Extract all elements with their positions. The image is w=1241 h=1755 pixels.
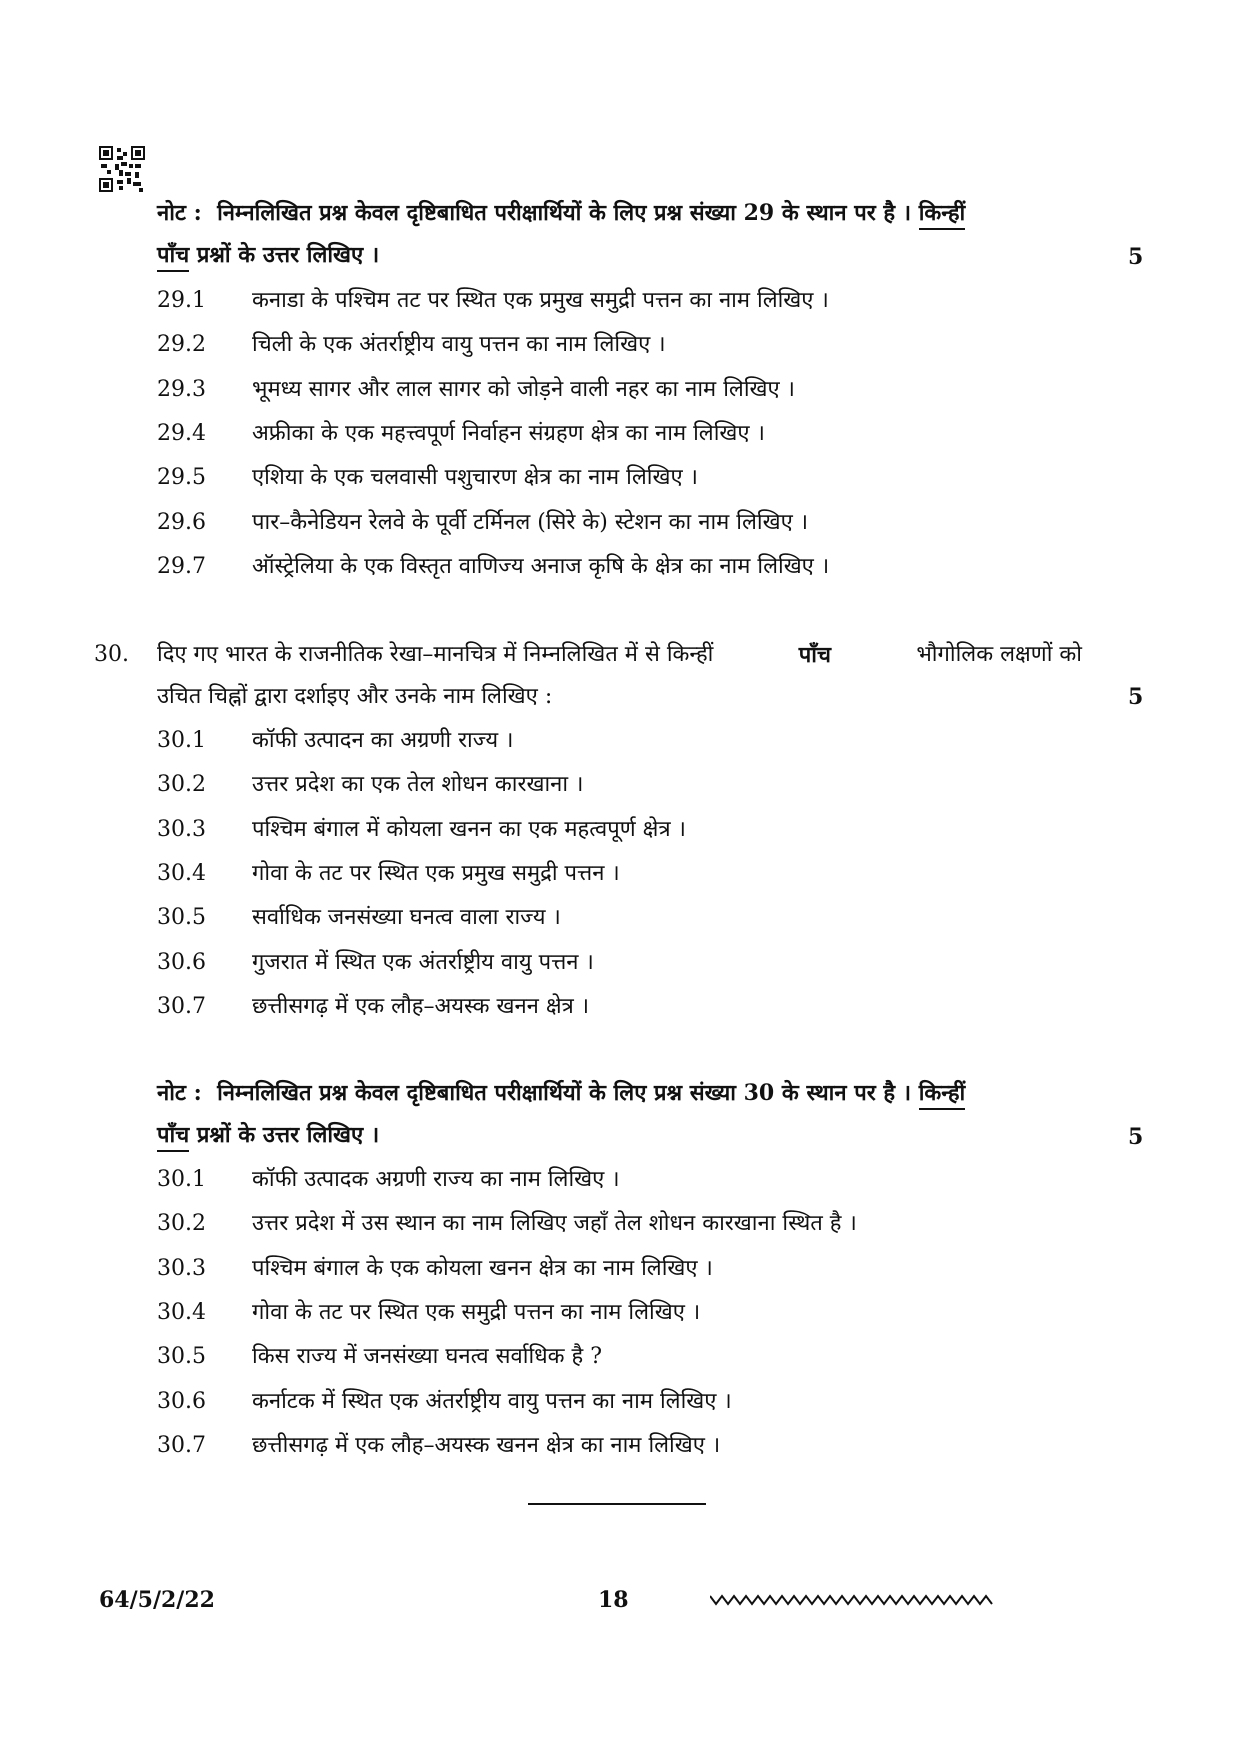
note1-underlined-a: किन्हीं [919, 200, 966, 230]
question-item-text: पश्चिम बंगाल के एक कोयला खनन क्षेत्र का नाम लिखिए । [252, 1255, 713, 1281]
question-item-text: ऑस्ट्रेलिया के एक विस्तृत वाणिज्य अनाज कृषि के क्षेत्र का नाम लिखिए । [252, 553, 830, 579]
question-item-text: एशिया के एक चलवासी पशुचारण क्षेत्र का नाम लिखिए । [252, 465, 698, 491]
question-item-number: 30.5 [157, 905, 206, 931]
question-item [157, 463, 698, 493]
note1-prefix: नोट : [157, 200, 202, 226]
question-item-number: 30.4 [157, 1299, 206, 1325]
q30-marks: 5 [1128, 684, 1144, 710]
question-item-text: कर्नाटक में स्थित एक अंतर्राष्ट्रीय वायु पत्तन का नाम लिखिए । [252, 1388, 732, 1414]
question-item-text: किस राज्य में जनसंख्या घनत्व सर्वाधिक है ? [252, 1344, 603, 1370]
question-item [157, 1254, 713, 1284]
question-item-number: 30.5 [157, 1344, 206, 1370]
question-item [157, 1342, 602, 1372]
note1-tail: प्रश्नों के उत्तर लिखिए । [196, 242, 380, 268]
question-item-number: 29.2 [157, 332, 206, 358]
question-item [157, 859, 620, 889]
question-item-text: अफ्रीका के एक महत्त्वपूर्ण निर्वाहन संग्रहण क्षेत्र का नाम लिखिए । [252, 420, 765, 446]
note2-underlined-b: पाँच [157, 1122, 189, 1152]
question-item [157, 770, 583, 800]
question-item [157, 948, 594, 978]
question-item-number: 30.7 [157, 993, 206, 1019]
note2-line2 [157, 1120, 1087, 1150]
note1-underlined-b: पाँच [157, 242, 189, 272]
footer-code: 64/5/2/22 [99, 1587, 215, 1613]
question-item-text: पश्चिम बंगाल में कोयला खनन का एक महत्वपूर्ण क्षेत्र । [252, 816, 686, 842]
question-item-number: 29.7 [157, 553, 206, 579]
question-item-number: 30.1 [157, 1167, 206, 1192]
question-item-number: 30.3 [157, 1255, 206, 1281]
note2-marks: 5 [1128, 1124, 1144, 1150]
question-item-number: 30.7 [157, 1432, 206, 1458]
q30-line2: उचित चिह्नों द्वारा दर्शाइए और उनके नाम लिखिए : [157, 684, 553, 709]
question-item-text: कॉफी उत्पादक अग्रणी राज्य का नाम लिखिए । [252, 1167, 620, 1192]
question-item [157, 375, 795, 405]
q30-line1-a: दिए गए भारत के राजनीतिक रेखा–मानचित्र में निम्नलिखित में से किन्हीं [157, 642, 714, 667]
question-item-text: उत्तर प्रदेश में उस स्थान का नाम लिखिए जहाँ तेल शोधन कारखाना स्थित है । [252, 1211, 857, 1237]
note1-line1 [157, 198, 1087, 228]
question-item-number: 30.6 [157, 949, 206, 975]
question-item [157, 1387, 732, 1417]
question-item-number: 29.5 [157, 465, 206, 491]
note1-marks: 5 [1128, 244, 1144, 270]
question-item-text: गोवा के तट पर स्थित एक प्रमुख समुद्री पत्तन । [252, 860, 620, 886]
question-item [157, 330, 666, 360]
question-item-text: उत्तर प्रदेश का एक तेल शोधन कारखाना । [252, 772, 584, 798]
footer-page-number: 18 [598, 1587, 629, 1613]
question-item-text: पार–कैनेडियन रेलवे के पूर्वी टर्मिनल (सिरे के) स्टेशन का नाम लिखिए । [252, 509, 809, 535]
question-item [157, 726, 513, 756]
question-item-number: 29.3 [157, 376, 206, 402]
question-item-text: गोवा के तट पर स्थित एक समुद्री पत्तन का नाम लिखिए । [252, 1299, 701, 1325]
note2-tail: प्रश्नों के उत्तर लिखिए । [196, 1122, 380, 1148]
q30-line1 [157, 640, 1082, 670]
question-item-text: सर्वाधिक जनसंख्या घनत्व वाला राज्य । [252, 905, 561, 931]
question-item-number: 30.4 [157, 860, 206, 886]
wavy-line-icon [710, 1590, 1000, 1610]
question-item-text: छत्तीसगढ़ में एक लौह–अयस्क खनन क्षेत्र । [252, 993, 590, 1019]
question-item [157, 1165, 620, 1195]
question-item [157, 286, 829, 316]
question-item-number: 30.2 [157, 1211, 206, 1237]
question-item [157, 1298, 700, 1328]
qr-code-icon [99, 146, 145, 192]
note2-prefix: नोट : [157, 1080, 202, 1106]
question-item-text: कॉफी उत्पादन का अग्रणी राज्य । [252, 728, 514, 753]
note2-underlined-a: किन्हीं [919, 1080, 966, 1110]
question-item-number: 30.3 [157, 816, 206, 842]
question-item [157, 552, 829, 582]
question-item-text: गुजरात में स्थित एक अंतर्राष्ट्रीय वायु पत्तन । [252, 949, 594, 975]
question-item-number: 30.6 [157, 1388, 206, 1414]
note1-text: निम्नलिखित प्रश्न केवल दृष्टिबाधित परीक्षार्थियों के लिए प्रश्न संख्या 29 के स्थान पर है । [217, 200, 912, 226]
question-item [157, 508, 808, 538]
question-item [157, 1431, 720, 1461]
question-item-number: 30.1 [157, 728, 206, 753]
note2-line1 [157, 1078, 1087, 1108]
note2-text: निम्नलिखित प्रश्न केवल दृष्टिबाधित परीक्षार्थियों के लिए प्रश्न संख्या 30 के स्थान पर है । [217, 1080, 912, 1106]
question-item [157, 419, 765, 449]
question-item-number: 30.2 [157, 772, 206, 798]
question-item [157, 992, 589, 1022]
question-item [157, 1209, 857, 1239]
note1-line2 [157, 240, 1087, 270]
question-item-number: 29.1 [157, 288, 206, 313]
question-item [157, 815, 686, 845]
question-item [157, 903, 561, 933]
question-item-text: कनाडा के पश्चिम तट पर स्थित एक प्रमुख समुद्री पत्तन का नाम लिखिए । [252, 288, 829, 313]
question-item-text: छत्तीसगढ़ में एक लौह–अयस्क खनन क्षेत्र का नाम लिखिए । [252, 1432, 721, 1458]
question-item-text: चिली के एक अंतर्राष्ट्रीय वायु पत्तन का नाम लिखिए । [252, 332, 666, 358]
question-item-number: 29.6 [157, 509, 206, 535]
q30-line1-bold: पाँच [798, 642, 831, 668]
question-item-text: भूमध्य सागर और लाल सागर को जोड़ने वाली नहर का नाम लिखिए । [252, 376, 796, 402]
end-rule [528, 1503, 706, 1505]
question-item-number: 29.4 [157, 420, 206, 446]
q30-number: 30. [94, 642, 129, 667]
q30-line1-b: भौगोलिक लक्षणों को [916, 642, 1082, 667]
